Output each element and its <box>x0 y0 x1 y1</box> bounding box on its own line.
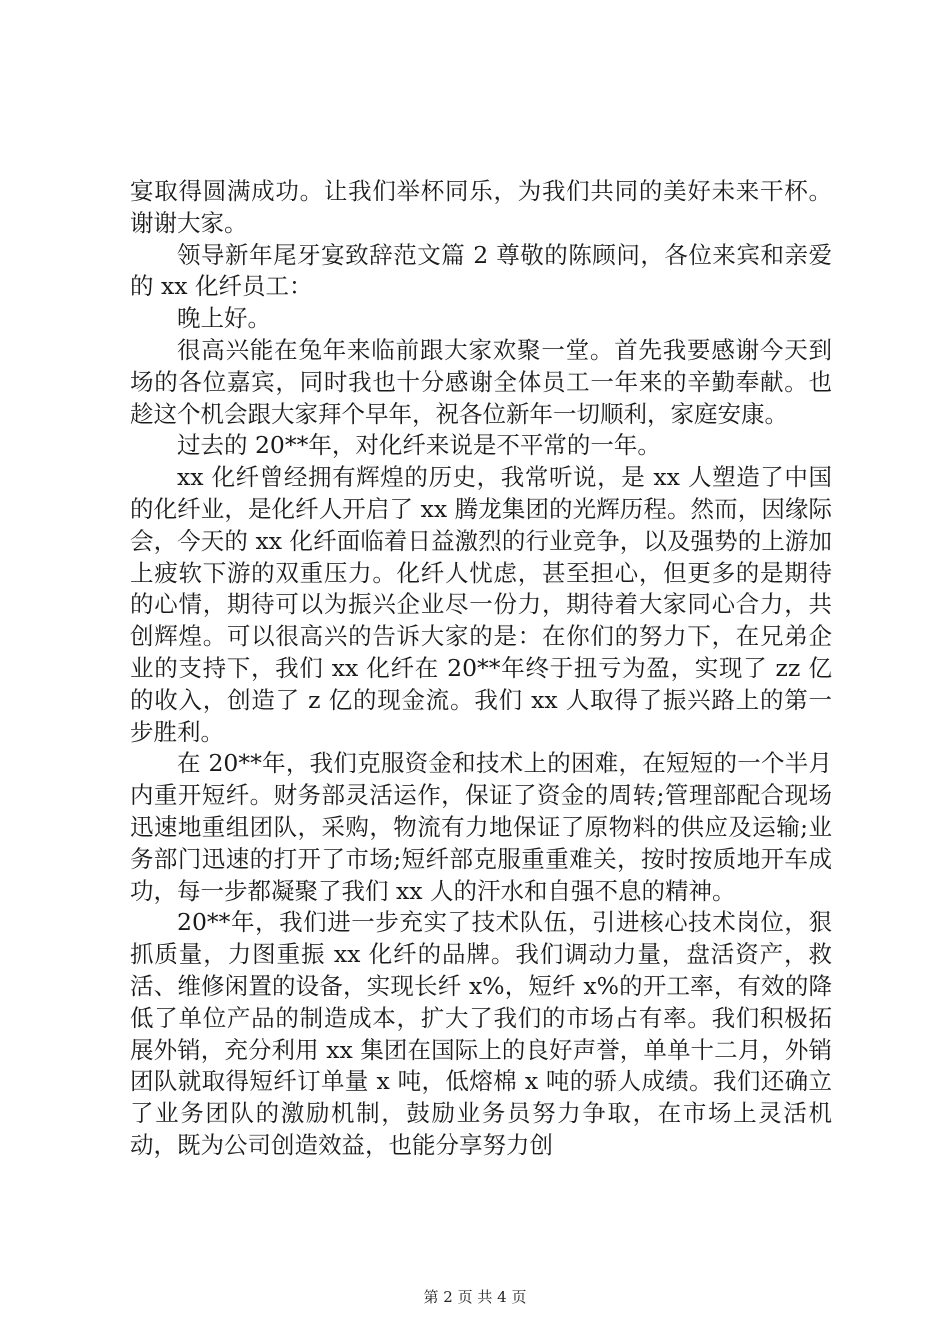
paragraph-4: 很高兴能在兔年来临前跟大家欢聚一堂。首先我要感谢今天到场的各位嘉宾，同时我也十分感谢全体员工一年来的辛勤奉献。也趁这个机会跟大家拜个早年，祝各位新年一切顺利，家庭安康。 <box>130 335 832 428</box>
paragraph-1: 宴取得圆满成功。让我们举杯同乐，为我们共同的美好未来干杯。谢谢大家。 <box>130 177 832 237</box>
document-body <box>130 176 832 1162</box>
page-footer <box>0 1286 950 1307</box>
page-number: 第 2 页 共 4 页 <box>423 1288 527 1306</box>
paragraph-5: 过去的 20**年，对化纤来说是不平常的一年。 <box>177 431 661 460</box>
paragraph-8: 20**年，我们进一步充实了技术队伍，引进核心技术岗位，狠抓质量，力图重振 xx 化纤的品牌。我们调动力量，盘活资产，救活、维修闲置的设备，实现长纤 x%，短纤 x%的开工率，有效的降低了单位产品的制造成本，扩大了我们的市场占有率。我们积极拓展外销，充分利用 xx 集团在国际上的良好声誉，单单十二月，外销团队就取得短纤订单量 x 吨，低熔棉 x 吨的骄人成绩。我们还确立了业务团队的激励机制，鼓励业务员努力争取，在市场上灵活机动，既为公司创造效益，也能分享努力创 <box>130 908 832 1159</box>
paragraph-3: 晚上好。 <box>177 304 271 333</box>
paragraph-7: 在 20**年，我们克服资金和技术上的困难，在短短的一个半月内重开短纤。财务部灵活运作，保证了资金的周转;管理部配合现场迅速地重组团队，采购，物流有力地保证了原物料的供应及运输;业务部门迅速的打开了市场;短纤部克服重重难关，按时按质地开车成功，每一步都凝聚了我们 xx 人的汗水和自强不息的精神。 <box>130 749 832 905</box>
paragraph-6: xx 化纤曾经拥有辉煌的历史，我常听说，是 xx 人塑造了中国的化纤业，是化纤人开启了 xx 腾龙集团的光辉历程。然而，因缘际会，今天的 xx 化纤面临着日益激烈的行业竞争，以及强势的上游加上疲软下游的双重压力。化纤人忧虑，甚至担心，但更多的是期待的心情，期待可以为振兴企业尽一份力，期待着大家同心合力，共创辉煌。可以很高兴的告诉大家的是：在你们的努力下，在兄弟企业的支持下，我们 xx 化纤在 20**年终于扭亏为盈，实现了 zz 亿的收入，创造了 z 亿的现金流。我们 xx 人取得了振兴路上的第一步胜利。 <box>130 463 832 746</box>
paragraph-2: 领导新年尾牙宴致辞范文篇 2 尊敬的陈顾问，各位来宾和亲爱的 xx 化纤员工： <box>130 240 832 301</box>
